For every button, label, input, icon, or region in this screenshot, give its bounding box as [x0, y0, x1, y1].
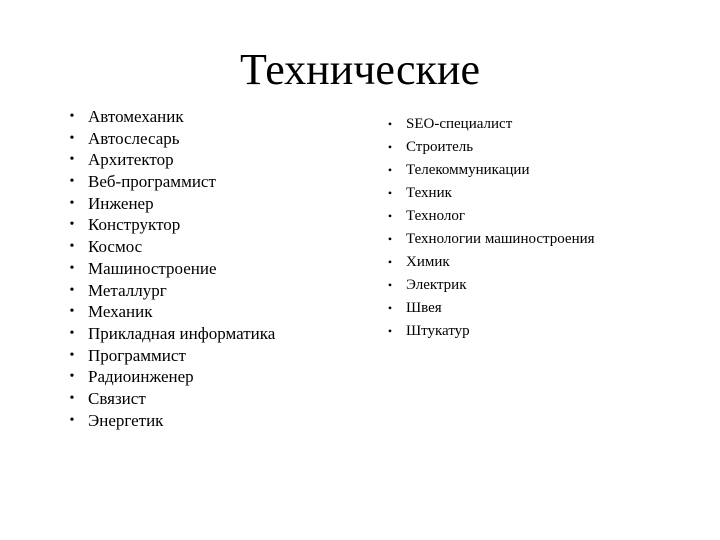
left-profession-list [56, 106, 356, 431]
list-item-label: Прикладная информатика [88, 323, 276, 343]
list-item-label: Конструктор [88, 215, 181, 235]
list-item [56, 193, 356, 215]
bullet-icon: • [387, 278, 393, 292]
bullet-icon: • [69, 304, 75, 320]
list-item-label: Механик [88, 302, 153, 322]
list-item-label: Энергетик [88, 410, 164, 430]
list-item [374, 159, 694, 182]
list-item [56, 171, 356, 193]
list-item [56, 236, 356, 258]
list-item [56, 128, 356, 150]
list-item [56, 345, 356, 367]
bullet-icon: • [69, 412, 75, 428]
bullet-icon: • [387, 117, 393, 131]
list-item [374, 297, 694, 320]
bullet-icon: • [69, 195, 75, 211]
list-item [374, 205, 694, 228]
list-item-label: Строитель [406, 139, 474, 155]
list-item [374, 251, 694, 274]
bullet-icon: • [69, 369, 75, 385]
list-item-label: Штукатур [406, 323, 470, 339]
bullet-icon: • [387, 232, 393, 246]
list-item-label: Швея [406, 300, 442, 316]
bullet-icon: • [69, 347, 75, 363]
bullet-icon: • [69, 239, 75, 255]
list-item [374, 274, 694, 297]
list-item [374, 136, 694, 159]
list-item-label: Архитектор [88, 150, 174, 170]
bullet-icon: • [69, 109, 75, 124]
bullet-icon: • [387, 301, 393, 315]
list-item-label: Радиоинженер [88, 367, 194, 387]
list-item [374, 113, 694, 136]
list-item [56, 388, 356, 410]
bullet-icon: • [387, 209, 393, 223]
list-item-label: Электрик [406, 277, 467, 293]
bullet-icon: • [387, 186, 393, 200]
list-item-label: Программист [88, 345, 186, 365]
slide-title: Технические [240, 45, 480, 94]
list-item-label: Автомеханик [88, 107, 184, 126]
list-item-label: Техник [406, 185, 452, 201]
list-item [56, 214, 356, 236]
list-item [56, 323, 356, 345]
bullet-icon: • [387, 324, 393, 338]
list-item-label: Инженер [88, 193, 154, 213]
list-item-label: Химик [406, 254, 450, 270]
bullet-icon: • [387, 140, 393, 154]
list-item-label: Телекоммуникации [406, 162, 530, 178]
bullet-icon: • [69, 174, 75, 190]
list-item-label: Связист [88, 388, 146, 408]
list-item [374, 320, 694, 343]
list-item [56, 410, 356, 432]
list-item [374, 182, 694, 205]
list-item-label: SEO-специалист [406, 116, 513, 132]
bullet-icon: • [387, 163, 393, 177]
list-item-label: Машиностроение [88, 258, 217, 278]
list-item-label: Технолог [406, 208, 466, 224]
bullet-icon: • [387, 255, 393, 269]
list-item [56, 106, 356, 128]
bullet-icon: • [69, 217, 75, 233]
list-item-label: Автослесарь [88, 128, 180, 148]
list-item [56, 258, 356, 280]
list-item [56, 149, 356, 171]
right-profession-list [374, 113, 694, 343]
bullet-icon: • [69, 325, 75, 341]
list-item-label: Технологии машиностроения [406, 231, 595, 247]
list-item [56, 366, 356, 388]
list-item [56, 280, 356, 302]
bullet-icon: • [69, 282, 75, 298]
bullet-icon: • [69, 260, 75, 276]
list-item-label: Веб-программист [88, 172, 216, 192]
list-item [56, 301, 356, 323]
list-item [374, 228, 694, 251]
bullet-icon: • [69, 130, 75, 146]
bullet-icon: • [69, 152, 75, 168]
bullet-icon: • [69, 390, 75, 406]
list-item-label: Металлург [88, 280, 167, 300]
list-item-label: Космос [88, 237, 143, 257]
